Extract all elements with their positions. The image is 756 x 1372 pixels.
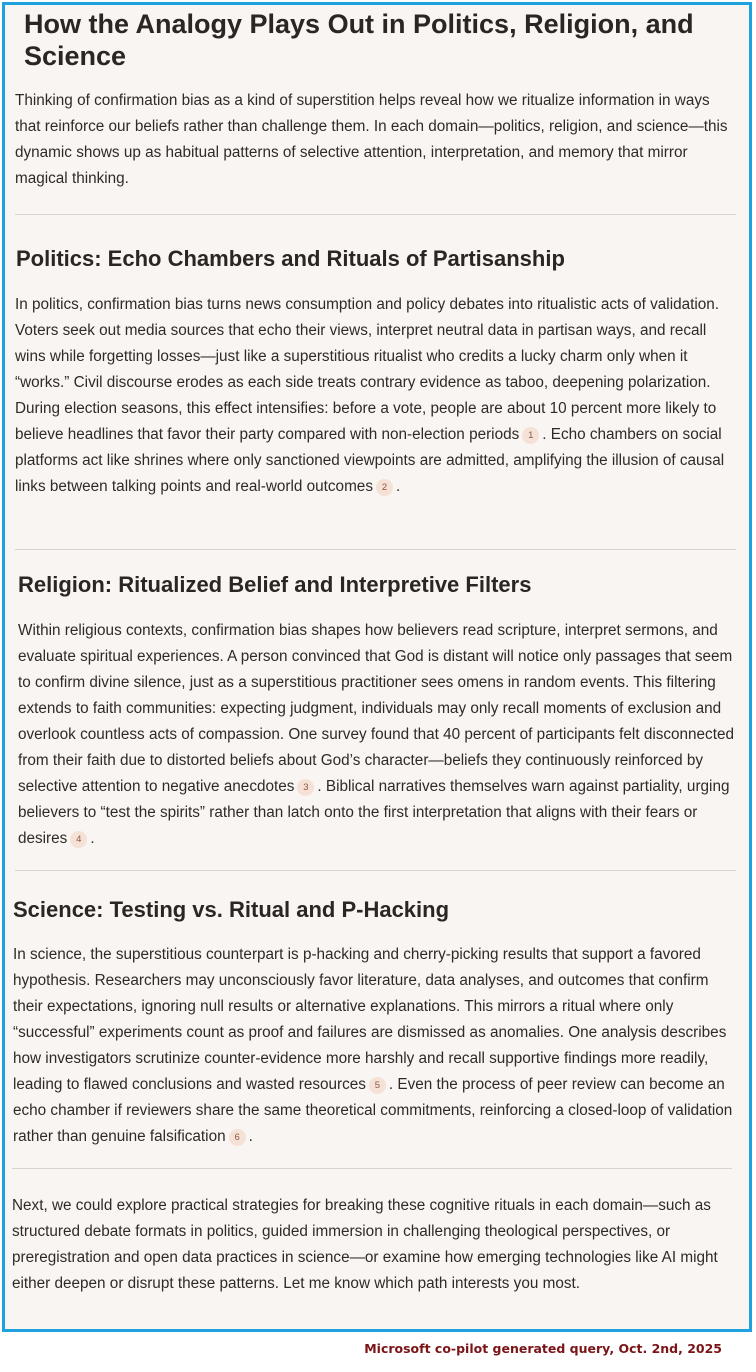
religion-text-2: . Biblical narratives themselves warn against partiality, urging believers to “test the spirits” rather than latch onto the first interpretation that aligns with their fears or desires [18,778,730,847]
religion-text-3: . [90,830,95,847]
citation-badge-1[interactable]: 1 [522,427,539,444]
citation-badge-4[interactable]: 4 [70,831,87,848]
page-title: How the Analogy Plays Out in Politics, Religion, and Science [24,9,694,71]
citation-badge-3[interactable]: 3 [297,779,314,796]
religion-paragraph [18,618,740,852]
divider [15,870,736,871]
religion-heading: Religion: Ritualized Belief and Interpretive Filters [18,572,532,597]
politics-text-1: In politics, confirmation bias turns news consumption and policy debates into ritualistic acts of validation. Voters seek out media sources that echo their views, interpret neutral data in partisan ways, and recall wins while forgetting losses—just like a superstitious ritualist who credits a lucky charm only when it “works.” Civil discourse erodes as each side treats contrary evidence as taboo, deepening polarization. During election seasons, this effect intensifies: before a vote, people are about 10 percent more likely to believe headlines that favor their party compared with non-election periods [15,296,720,443]
science-text-1: In science, the superstitious counterpart is p-hacking and cherry-picking results that support a favored hypothesis. Researchers may unconsciously favor literature, data analyses, and outcomes that confirm their expectations, ignoring null results or alternative explanations. This mirrors a ritual where only “successful” experiments count as proof and failures are dismissed as anomalies. One analysis describes how investigators scrutinize counter-evidence more harshly and recall supportive findings more readily, leading to flawed conclusions and wasted resources [13,946,727,1093]
closing-paragraph: Next, we could explore practical strategies for breaking these cognitive rituals in each domain—such as structured debate formats in politics, guided immersion in challenging theological perspectives, or preregistration and open data practices in science—or examine how emerging technologies like AI might either deepen or disrupt these patterns. Let me know which path interests you most. [12,1197,718,1292]
divider [12,1168,732,1169]
divider [15,214,736,215]
science-text-3: . [248,1128,253,1145]
politics-text-2: . Echo chambers on social platforms act like shrines where only sanctioned viewpoints are admitted, amplifying the illusion of causal links between talking points and real-world outcomes [15,426,725,495]
politics-paragraph [15,292,739,500]
politics-text-3: . [395,478,401,495]
science-paragraph [13,942,739,1150]
divider [15,549,736,550]
citation-badge-6[interactable]: 6 [229,1129,246,1146]
citation-badge-5[interactable]: 5 [369,1077,386,1094]
religion-text-1: Within religious contexts, confirmation bias shapes how believers read scripture, interpret sermons, and evaluate spiritual experiences. A person convinced that God is distant will notice only passages that seem to confirm divine silence, just as a superstitious practitioner sees omens in random events. This filtering extends to faith communities: expecting judgment, individuals may only recall moments of exclusion and overlook countless acts of compassion. One survey found that 40 percent of participants felt disconnected from their faith due to distorted beliefs about God’s character—beliefs they continuously reinforced by selective attention to negative anecdotes [18,622,734,795]
science-heading: Science: Testing vs. Ritual and P-Hacking [13,897,450,922]
politics-heading: Politics: Echo Chambers and Rituals of Partisanship [16,246,565,271]
science-text-2: . Even the process of peer review can become an echo chamber if reviewers share the same theoretical commitments, reinforcing a closed-loop of validation rather than genuine falsification [13,1076,733,1145]
citation-badge-2[interactable]: 2 [376,479,393,496]
intro-paragraph: Thinking of confirmation bias as a kind of superstition helps reveal how we ritualize information in ways that reinforce our beliefs rather than challenge them. In each domain—politics, religion, and science—this dynamic shows up as habitual patterns of selective attention, interpretation, and memory that mirror magical thinking. [15,92,728,187]
source-caption: Microsoft co-pilot generated query, Oct. 2nd, 2025 [364,1341,722,1356]
